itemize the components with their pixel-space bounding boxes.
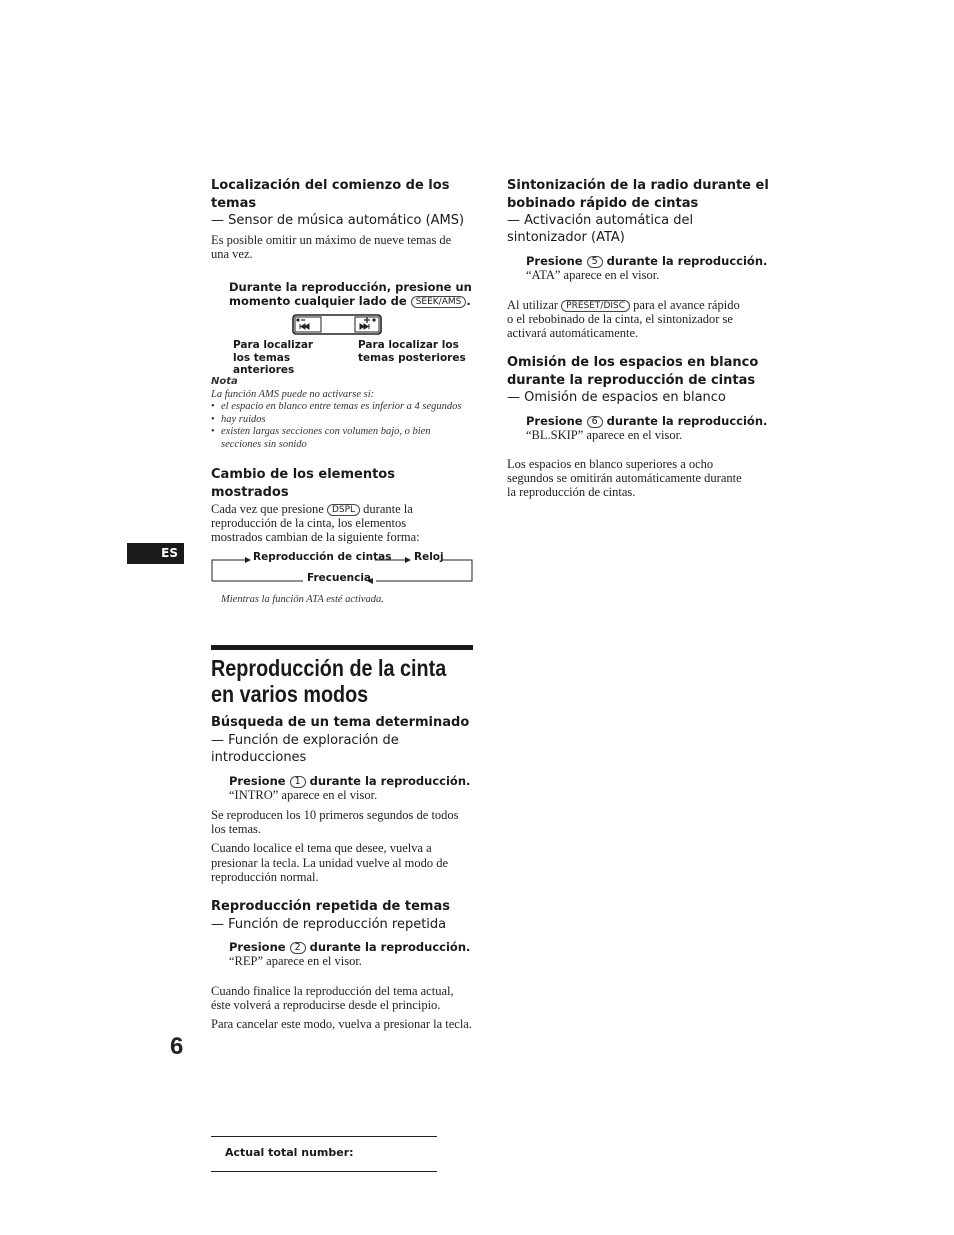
blank-instr-pre: Presione [526,414,583,428]
repeat-instr-post: durante la reproducción. [309,940,471,954]
note-item: • hay ruidos [211,414,473,427]
preset-6-button: 6 [587,416,603,428]
note-title: Nota [211,376,238,387]
note-item: • el espacio en blanco entre temas es inferior a 4 segundos [211,401,473,414]
blank-instr-result: “BL.SKIP” aparece en el visor. [526,428,683,442]
ata-body-pre: Al utilizar [507,298,559,312]
preset-5-button: 5 [587,256,603,268]
page-number: 6 [170,1033,184,1060]
display-body [211,502,449,545]
intro-scan-section [211,714,473,766]
blank-skip-instruction [526,414,771,442]
ams-instruction-text: Durante la reproducción, presione un momento cualquier lado de [229,280,472,308]
display-body-text: Cada vez que presione [211,502,324,516]
repeat-para-1: Cuando finalice la reproducción del tema actual, éste volverá a reproducirse desde el principio. [211,984,454,1013]
ata-body [507,298,747,341]
ams-subheading: — Sensor de música automático (AMS) [211,213,465,228]
language-tab-label: ES [161,546,178,560]
ata-subheading: — Activación automática del sintonizador (ATA) [507,213,694,245]
blank-skip-heading: Omisión de los espacios en blanco durante la reproducción de cintas [507,355,759,388]
blank-instr-post: durante la reproducción. [606,414,768,428]
intro-scan-instruction [229,774,474,802]
section-title-line1: Reproducción de la cinta [211,655,447,681]
repeat-instruction [229,940,474,968]
footer-rule-top [211,1136,437,1137]
display-section [211,466,473,545]
ams-section [211,177,476,261]
ams-instruction [229,280,474,308]
preset-1-button: 1 [290,776,306,788]
note-list [211,401,473,451]
blank-skip-section [507,354,772,406]
intro-para-1: Se reproducen los 10 primeros segundos de todos los temas. [211,808,459,837]
repeat-instr-result: “REP” aparece en el visor. [229,954,362,968]
ata-instr-result: “ATA” aparece en el visor. [526,268,660,282]
ams-label-next: Para localizar los temas posteriores [358,339,466,364]
blank-skip-body: Los espacios en blanco superiores a ocho segundos se omitirán automáticamente durante la reproducción de cintas. [507,457,742,500]
intro-scan-body [211,808,469,884]
intro-para-2: Cuando localice el tema que desee, vuelva a presionar la tecla. La unidad vuelve al modo de reproducción normal. [211,841,449,884]
section-title [211,655,485,707]
flow-frequency: Frecuencia [307,572,372,584]
section-rule [211,645,473,650]
dspl-button: DSPL [327,504,360,516]
ata-instr-pre: Presione [526,254,583,268]
ams-label-previous: Para localizar los temas anteriores [233,339,314,376]
note-item: • existen largas secciones con volumen bajo, o bien secciones sin sonido [211,426,473,451]
display-heading: Cambio de los elementos mostrados [211,467,395,500]
preset-disc-button: PRESET/DISC [561,300,630,312]
repeat-para-2: Para cancelar este modo, vuelva a presionar la tecla. [211,1017,472,1032]
intro-instr-result: “INTRO” aparece en el visor. [229,788,378,802]
preset-2-button: 2 [290,942,306,954]
footer-rule-bottom [211,1171,437,1172]
ams-heading: Localización del comienzo de los temas [211,178,450,211]
ams-instruction-end: . [466,294,471,308]
repeat-instr-pre: Presione [229,940,286,954]
intro-instr-post: durante la reproducción. [309,774,471,788]
note-intro: La función AMS puede no activarse si: [211,388,375,400]
intro-instr-pre: Presione [229,774,286,788]
display-footnote: Mientras la función ATA esté activada. [221,594,384,605]
section-title-line2: en varios modos [211,681,369,707]
seek-ams-button: SEEK/AMS [411,296,467,308]
repeat-section [211,898,473,933]
ams-intro: Es posible omitir un máximo de nueve temas de una vez. [211,233,452,262]
repeat-body [211,984,473,1032]
flow-clock: Reloj [414,551,444,563]
ata-heading: Sintonización de la radio durante el bobinado rápido de cintas [507,178,769,211]
ata-instruction [526,254,771,282]
language-tab [127,543,184,564]
display-body-text-2: durante la reproducción de la cinta, los elementos mostrados cambian de la siguiente forma: [211,502,420,545]
blank-skip-subheading: — Omisión de espacios en blanco [507,390,726,405]
intro-scan-heading: Búsqueda de un tema determinado [211,715,470,730]
ams-note [211,376,473,451]
ata-section [507,177,772,246]
repeat-subheading: — Función de reproducción repetida [211,916,447,932]
ata-body-post: para el avance rápido o el rebobinado de la cinta, el sintonizador se activará automáticamente. [507,298,740,341]
seek-ams-rocker-diagram [292,314,384,336]
repeat-heading: Reproducción repetida de temas [211,899,450,914]
intro-scan-subheading: — Función de exploración de introducciones [211,732,399,765]
flow-tape-playback: Reproducción de cintas [253,551,392,563]
footer-label: Actual total number: [225,1146,354,1159]
ata-instr-post: durante la reproducción. [606,254,768,268]
